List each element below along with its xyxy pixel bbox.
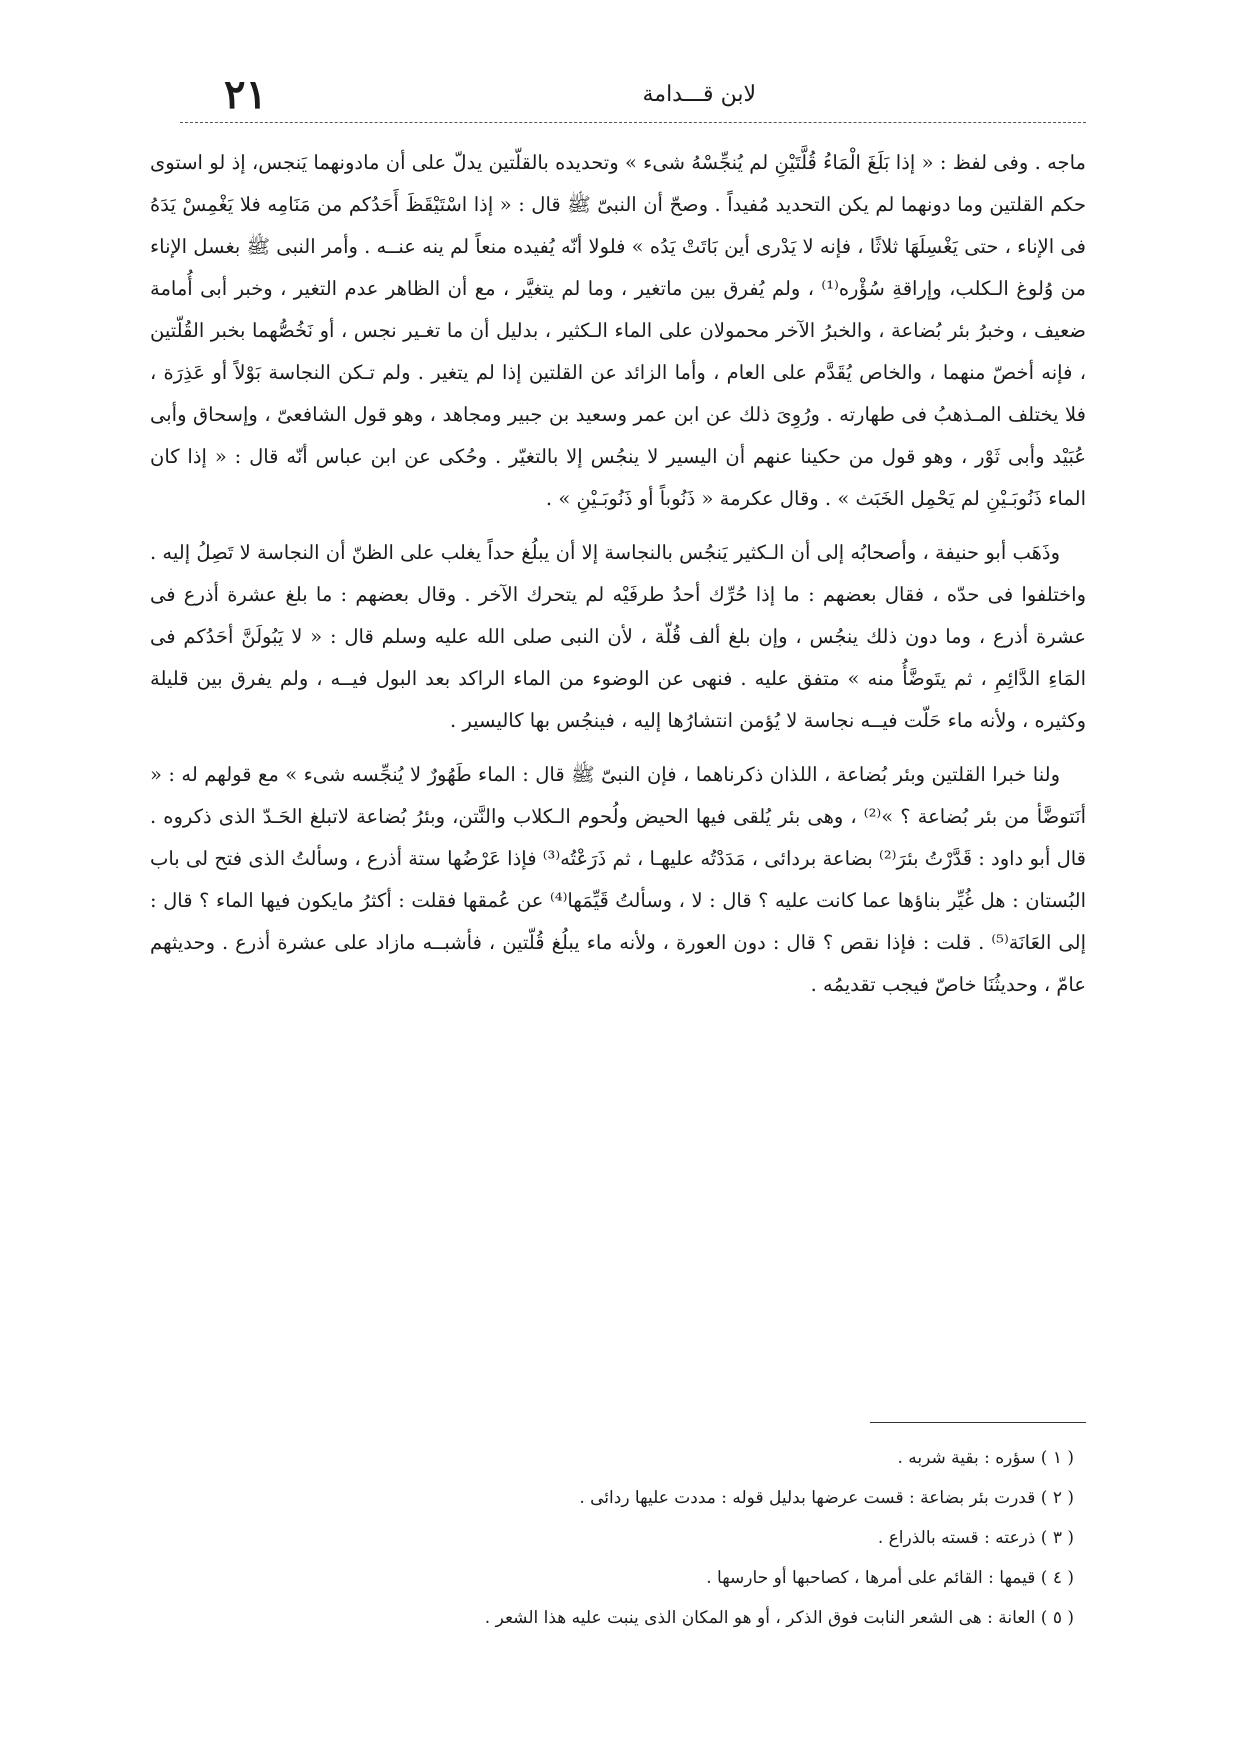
running-title: لابن قـــدامة [642, 82, 756, 107]
paragraph-2: وذَهَب أبو حنيفة ، وأصحابُه إلى أن الـكثير يَنجُس بالنجاسة إلا أن يبلُغ حداً يغلب على الظنّ أن النجاسة لا تَصِلُ إليه . واختلفوا فى حدّه ، فقال بعضهم : ما إذا حُرِّك أحدُ طرفَيْه لم يتحرك الآخر . وقال بعضهم : ما بلغ عشرة أذرع فى عشرة أذرع ، وما دون ذلك ينجُس ، وإن بلغ ألف قُلّة ، لأن النبى صلى الله عليه وسلم قال : « لا يَبُولَنَّ أحَدُكم فى المَاءِ الدَّائِمِ ، ثم يتَوضَّأُ منه » متفق عليه . فنهى عن الوضوء من الماء الراكد بعد البول فيــه ، ولم يفرق بين قليلة وكثيره ، ولأنه ماء حَلّت فيــه نجاسة لا يُؤمن انتشارُها إليه ، فينجُس بها كاليسير . [150, 541, 1086, 732]
footnote-4: ( ٤ ) قيمها : القائم على أمرها ، كصاحبها أو حارسها . [706, 1568, 1074, 1588]
footnote-1: ( ١ ) سؤره : بقية شربه . [897, 1448, 1074, 1468]
footnote-3: ( ٣ ) ذرعته : قسته بالذراع . [877, 1528, 1074, 1548]
page-number: ٢١ [224, 71, 267, 118]
footnotes [150, 1438, 1086, 1638]
page-header [180, 70, 1086, 120]
footnote-2: ( ٢ ) قدرت بئر بضاعة : قست عرضها بدليل قوله : مددت عليها ردائى . [579, 1488, 1074, 1508]
main-text [150, 142, 1086, 1018]
paragraph-3: ولنا خبرا القلتين وبئر بُضاعة ، اللذان ذكرناهما ، فإن النبىّ ﷺ قال : الماء طَهُورٌ لا يُنجِّسه شىء » مع قولهم له : « أنَتوضَّأ من بئر بُضاعة ؟ »⁽²⁾ ، وهى بئر يُلقى فيها الحيض ولُحوم الـكلاب والنَّتن، وبئرُ بُضاعة لاتبلغ الحَـدّ الذى ذكروه . قال أبو داود : قَدَّرْتُ بئرَ⁽²⁾ بضاعة بردائى ، مَدَدْتُه عليهـا ، ثم ذَرَعْتُه⁽³⁾ فإذا عَرْضُها ستة أذرع ، وسألتُ الذى فتح لى باب البُستان : هل غُيِّر بناؤها عما كانت عليه ؟ قال : لا ، وسألتُ قَيِّمَها⁽⁴⁾ عن عُمقها فقلت : أكثرُ مايكون فيها الماء ؟ قال : إلى العَانَة⁽⁵⁾ . قلت : فإذا نقص ؟ قال : دون العورة ، ولأنه ماء يبلُغ قُلّتين ، فأشبــه مازاد على عشرة أذرع . وحديثهم عامّ ، وحديثُنَا خاصّ فيجب تقديمُه . [150, 763, 1086, 996]
footnote-divider [870, 1422, 1086, 1423]
header-divider [180, 122, 1086, 123]
paragraph-1: ماجه . وفى لفظ : « إذا بَلَغَ الْمَاءُ قُلَّتَيْنِ لم يُنجِّسْهُ شىء » وتحديده بالقلّتين يدلّ على أن مادونهما يَنجس، إذ لو استوى حكم القلتين وما دونهما لم يكن التحديد مُفيداً . وصحّ أن النبىّ ﷺ قال : « إذا اسْتَيْقَظَ أَحَدُكم من مَنَامِه فلا يَغْمِسْ يَدَهُ فى الإناء ، حتى يَغْسِلَهَا ثلاثًا ، فإنه لا يَدْرى أين بَاتَتْ يَدُه » فلولا أنّه يُفيده منعاً لم ينه عنــه . وأمر النبى ﷺ بغسل الإناء من وُلوغ الـكلب، وإراقةِ سُؤْره⁽¹⁾ ، ولم يُفرق بين ماتغير ، وما لم يتغيَّر ، مع أن الظاهر عدم التغير ، وخبر أبى أُمامة ضعيف ، وخبرُ بئر بُضاعة ، والخبرُ الآخر محمولان على الماء الـكثير ، بدليل أن ما تغـير نجس ، أو نَخُصُّهما بخبر القُلّتين ، فإنه أخصّ منهما ، والخاص يُقَدَّم على العام ، وأما الزائد عن القلتين إذا لم يتغير . ولم تـكن النجاسة بَوْلاً أو عَذِرَة ، فلا يختلف المـذهبُ فى طهارته . ورُوِىَ ذلك عن ابن عمر وسعيد بن جبير ومجاهد ، وهو قول الشافعىّ ، وإسحاق وأبى عُبَيْد وأبى ثَوْر ، وهو قول من حكينا عنهم أن اليسير لا ينجُس إلا بالتغيّر . وحُكى عن ابن عباس أنّه قال : « إذا كان الماء ذَنُوبَـيْنِ لم يَحْمِل الخَبَث » . وقال عكرمة « ذَنُوباً أو ذَنُوبَـيْنِ » . [150, 151, 1086, 510]
footnote-5: ( ٥ ) العانة : هى الشعر النابت فوق الذكر ، أو هو المكان الذى ينبت عليه هذا الشعر . [484, 1608, 1074, 1628]
